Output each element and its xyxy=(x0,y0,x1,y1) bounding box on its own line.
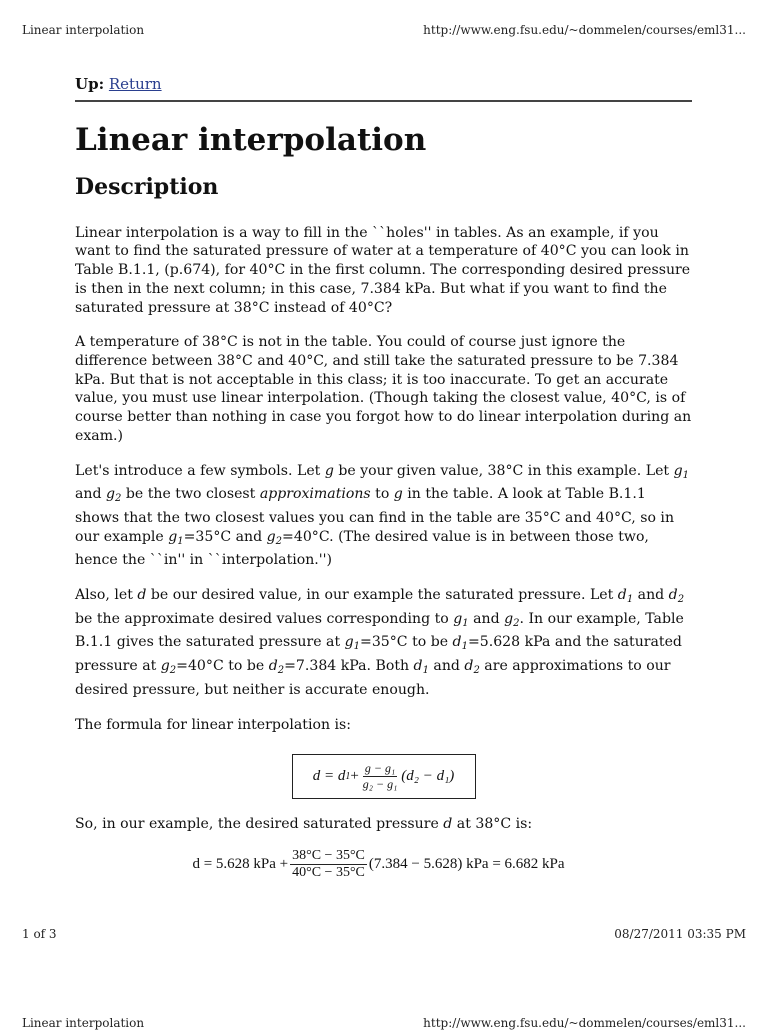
next-page-header-title: Linear interpolation xyxy=(22,1016,145,1030)
formula-lhs: d = d xyxy=(312,768,346,785)
paragraph-symbols: Let's introduce a few symbols. Let g be your given value, 38°C in this example. Let $g_1$ and $g_2$ be the two closest approximations to g in the table. A look at Table B.1.1 shows that the two closest values you can find in the table are 35°C and 40°C, so in our example $g_1=35^\circ C$ and $g_2=40^\circ C$. (The desired value is in between those two, hence the ``in'' in ``interpolation.'') xyxy=(75,462,689,569)
interpolation-formula xyxy=(292,754,476,799)
print-datetime: 08/27/2011 03:35 PM xyxy=(614,927,746,941)
document-content xyxy=(75,75,692,881)
example-fraction xyxy=(290,848,367,881)
formula-tail: (d₂ − d₁) xyxy=(401,768,455,785)
page-number: 1 of 3 xyxy=(22,927,57,941)
paragraph-temperature: A temperature of 38°C is not in the table. You could of course just ignore the difference between 38°C and 40°C, and still take the saturated pressure to be 7.384 kPa. But that is not acceptable in this class; it is too inaccurate. To get an accurate value, you must use linear interpolation. (Though taking the closest value, 40°C, is of course better than nothing in case you forgot how to do linear interpolation during an exam.) xyxy=(75,334,692,444)
example-numerator: 38°C − 35°C xyxy=(292,847,365,863)
example-lhs: d = 5.628 kPa + xyxy=(192,855,289,872)
paragraph-intro: Linear interpolation is a way to fill in the ``holes'' in tables. As an example, if you want to find the saturated pressure of water at a temperature of 40°C you can look in Table B.1.1, (p.674), for 40°C in the first column. The corresponding desired pressure is then in the next column; in this case, 7.384 kPa. But what if you want to find the saturated pressure at 38°C instead of 40°C? xyxy=(75,224,691,316)
print-header xyxy=(22,23,746,37)
example-denominator: 40°C − 35°C xyxy=(292,864,365,880)
formula-fraction xyxy=(361,761,399,792)
example-equation xyxy=(65,848,692,881)
section-title: Description xyxy=(75,174,219,201)
paragraph-example-intro: So, in our example, the desired saturated pressure d at 38°C is: xyxy=(75,816,533,833)
print-footer xyxy=(22,927,746,941)
print-header-title: Linear interpolation xyxy=(22,23,145,37)
up-navigation xyxy=(75,75,692,102)
paragraph-formula-intro: The formula for linear interpolation is: xyxy=(75,716,351,733)
return-link[interactable]: Return xyxy=(108,75,162,93)
page-title: Linear interpolation xyxy=(75,122,427,158)
formula-plus: + xyxy=(350,768,359,785)
next-page-header xyxy=(22,1016,746,1030)
up-label: Up: xyxy=(75,75,105,93)
formula-denominator: g₂ − g₁ xyxy=(362,777,398,792)
formula-numerator: g − g₁ xyxy=(364,761,396,776)
next-page-header-url: http://www.eng.fsu.edu/~dommelen/courses/eml31... xyxy=(423,1016,746,1030)
print-header-url: http://www.eng.fsu.edu/~dommelen/courses/eml31... xyxy=(423,23,746,37)
example-tail: (7.384 − 5.628) kPa = 6.682 kPa xyxy=(368,855,565,872)
paragraph-desired-values: Also, let d be our desired value, in our example the saturated pressure. Let $d_1$ and $d_2$ be the approximate desired values corresponding to $g_1$ and $g_2$. In our example, Table B.1.1 gives the saturated pressure at $g_1=35^\circ C$ to be $d_1=5.628$ kPa and the saturated pressure at $g_2=40^\circ C$ to be $d_2=7.384$ kPa. Both $d_1$ and $d_2$ are approximations to our desired pressure, but neither is accurate enough. xyxy=(75,587,685,698)
formula-lhs-sub: 1 xyxy=(345,771,351,783)
